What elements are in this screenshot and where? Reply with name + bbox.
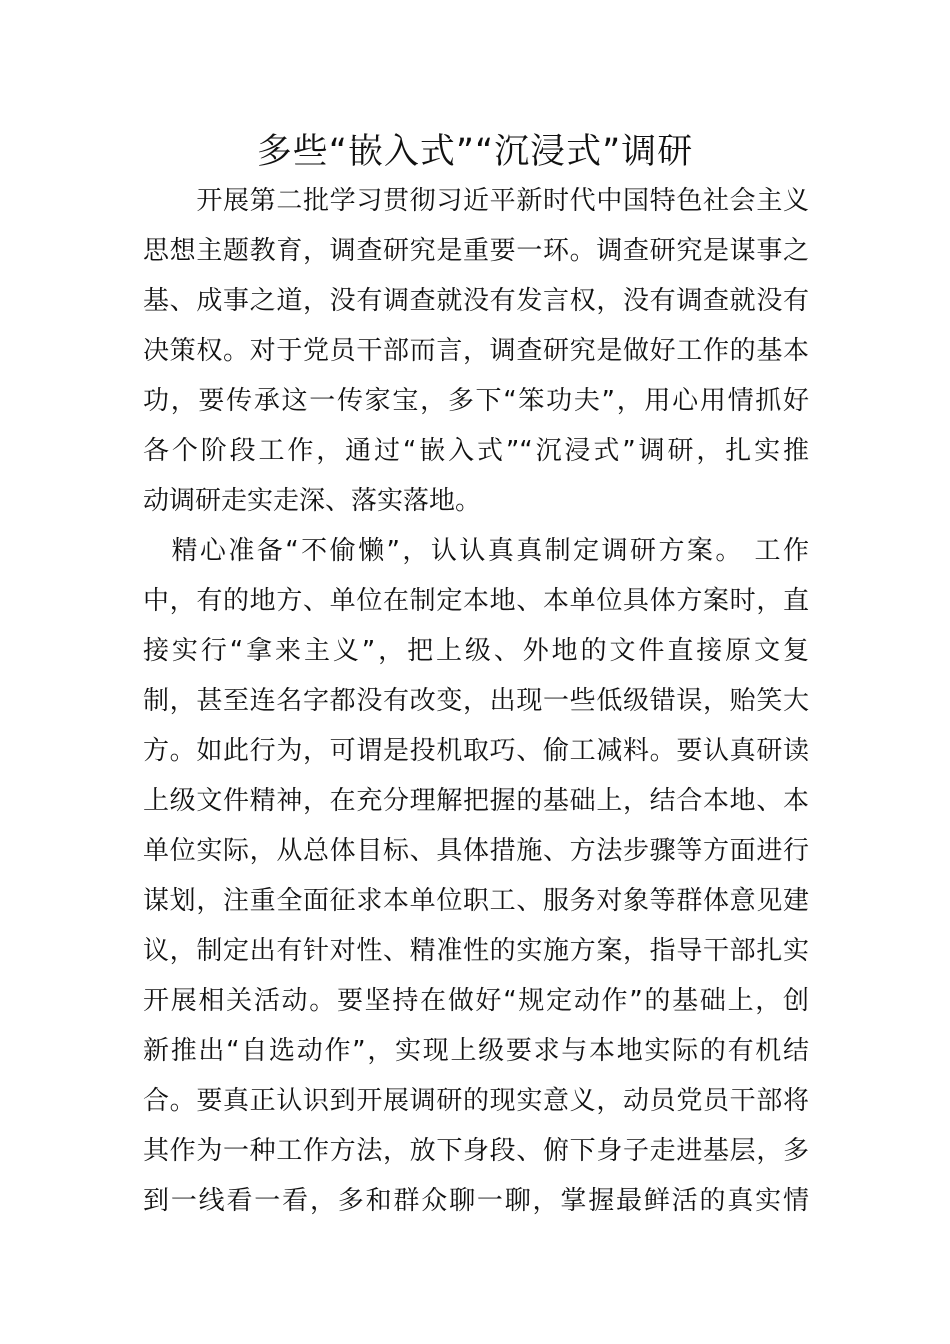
paragraph-preparation xyxy=(143,526,809,1226)
paragraph-line: 制，甚至连名字都没有改变，出现一些低级错误，贻笑大 xyxy=(143,686,809,716)
paragraph-line: 单位实际，从总体目标、具体措施、方法步骤等方面进行 xyxy=(143,836,809,866)
paragraph-line: 议，制定出有针对性、精准性的实施方案，指导干部扎实 xyxy=(143,936,809,966)
paragraph-line: 谋划，注重全面征求本单位职工、服务对象等群体意见建 xyxy=(143,886,809,916)
paragraph-line: 基、成事之道，没有调查就没有发言权，没有调查就没有 xyxy=(143,286,809,316)
paragraph-line: 思想主题教育，调查研究是重要一环。调查研究是谋事之 xyxy=(143,236,809,266)
paragraph-line: 开展相关活动。要坚持在做好“规定动作”的基础上，创 xyxy=(143,986,809,1016)
paragraph-line: 开展第二批学习贯彻习近平新时代中国特色社会主义 xyxy=(143,186,809,216)
paragraph-line: 功，要传承这一传家宝，多下“笨功夫”，用心用情抓好 xyxy=(143,386,809,416)
paragraph-line: 上级文件精神，在充分理解把握的基础上，结合本地、本 xyxy=(143,786,809,816)
paragraph-line: 方。如此行为，可谓是投机取巧、偷工减料。要认真研读 xyxy=(143,736,809,766)
paragraph-line: 动调研走实走深、落实落地。 xyxy=(143,486,482,516)
paragraph-line: 精心准备“不偷懒”，认认真真制定调研方案。 工作 xyxy=(143,536,809,566)
paragraph-line: 到一线看一看，多和群众聊一聊，掌握最鲜活的真实情 xyxy=(143,1186,809,1216)
paragraph-intro xyxy=(143,176,809,526)
document-title: 多些“嵌入式”“沉浸式”调研 xyxy=(256,132,694,172)
paragraph-line: 决策权。对于党员干部而言，调查研究是做好工作的基本 xyxy=(143,336,809,366)
paragraph-line: 其作为一种工作方法，放下身段、俯下身子走进基层，多 xyxy=(143,1136,809,1166)
paragraph-line: 中，有的地方、单位在制定本地、本单位具体方案时，直 xyxy=(143,586,809,616)
paragraph-line: 合。要真正认识到开展调研的现实意义，动员党员干部将 xyxy=(143,1086,809,1116)
paragraph-line: 新推出“自选动作”，实现上级要求与本地实际的有机结 xyxy=(143,1036,809,1066)
paragraph-line: 各个阶段工作，通过“嵌入式”“沉浸式”调研，扎实推 xyxy=(143,436,809,466)
paragraph-line: 接实行“拿来主义”，把上级、外地的文件直接原文复 xyxy=(143,636,809,666)
